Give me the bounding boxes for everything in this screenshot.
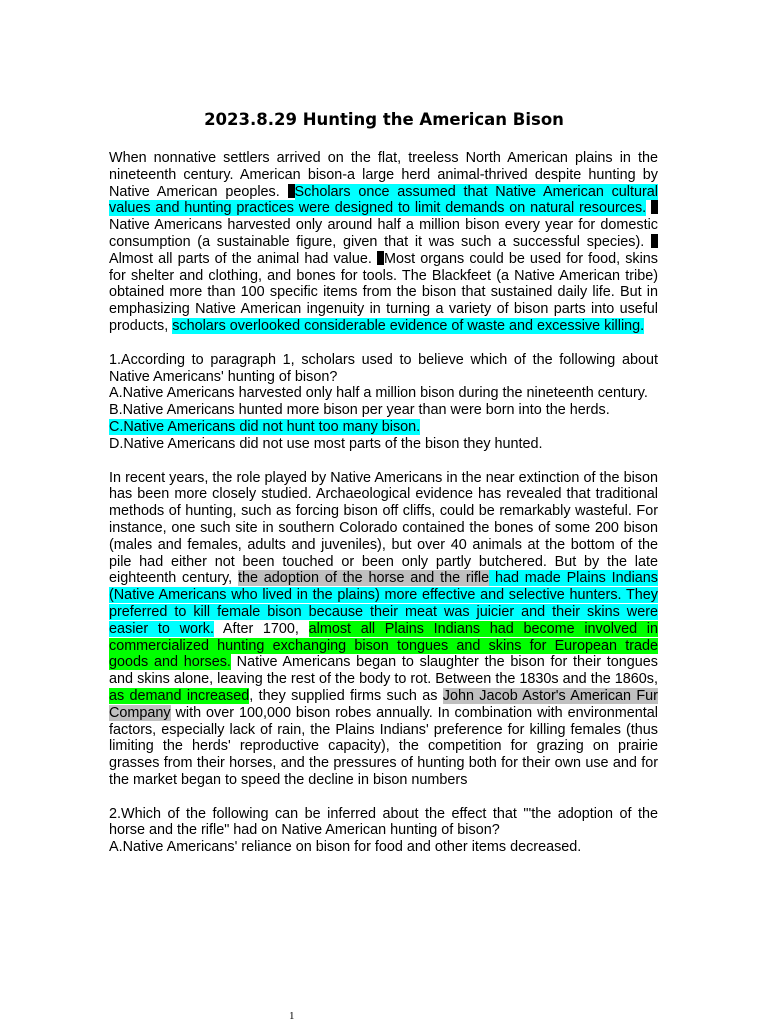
question-1-stem: 1.According to paragraph 1, scholars used to believe which of the following about Native Americans' hunting of bison? xyxy=(109,351,658,385)
paragraph-1: When nonnative settlers arrived on the flat, treeless North American plains in the nineteenth century. American bison-a large herd animal-thrived despite hunting by Native American peoples. Scholars once assumed that Native American cultural values and hunting practices were designed to limit demands on natural resources. Native Americans harvested only around half a million bison every year for domestic consumption (a sustainable figure, given that it was such a successful species). Almost all parts of the animal had value. Most organs could be used for food, skins for shelter and clothing, and bones for tools. The Blackfeet (a Native American tribe) obtained more than 100 specific items from the bison that sustained daily life. But in emphasizing Native American ingenuity in turning a variety of bison parts into useful products, scholars overlooked considerable evidence of waste and excessive killing. xyxy=(109,150,659,334)
question-1-option-a: A.Native Americans harvested only half a million bison during the nineteenth century. xyxy=(109,385,648,402)
question-2-option-a: A.Native Americans' reliance on bison for food and other items decreased. xyxy=(109,839,582,856)
question-2-stem: 2.Which of the following can be inferred about the effect that "'the adoption of the horse and the rifle" had on Native American hunting of bison? xyxy=(109,805,658,839)
sentence-marker xyxy=(651,200,658,214)
highlight-cyan: C.Native Americans did not hunt too many bison. xyxy=(109,418,421,435)
highlight-gray: John Jacob Astor's American Fur Company xyxy=(109,687,658,721)
sentence-marker xyxy=(377,251,384,265)
highlight-cyan: scholars overlooked considerable evidence of waste and excessive killing. xyxy=(172,317,645,334)
highlight-cyan: had made Plains Indians (Native Americans who lived in the plains) more effective and selective hunters. They preferred to kill female bison because their meat was juicier and their skins were easier to work. xyxy=(109,570,658,637)
question-1-option-c xyxy=(109,419,658,436)
highlight-gray: the adoption of the horse and the rifle xyxy=(237,570,490,587)
highlight-green: almost all Plains Indians had become involved in commercialized hunting exchanging bison tongues and skins for European trade goods and horses. xyxy=(109,620,659,671)
sentence-marker xyxy=(288,184,295,198)
paragraph-2: In recent years, the role played by Native Americans in the near extinction of the bison has been more closely studied. Archaeological evidence has revealed that traditional methods of hunting, such as forcing bison off cliffs, could be remarkably wasteful. For instance, one such site in southern Colorado contained the bones of some 200 bison (males and females, adults and juveniles), but over 40 animals at the bottom of the pile had either not been touched or been only partly butchered. But by the late eighteenth century, the adoption of the horse and the rifle had made Plains Indians (Native Americans who lived in the plains) more effective and selective hunters. They preferred to kill female bison because their meat was juicier and their skins were easier to work. After 1700, almost all Plains Indians had become involved in commercialized hunting exchanging bison tongues and skins for European trade goods and horses. Native Americans began to slaughter the bison for their tongues and skins alone, leaving the rest of the body to rot. Between the 1830s and the 1860s, as demand increased, they supplied firms such as John Jacob Astor's American Fur Company with over 100,000 bison robes annually. In combination with environmental factors, especially lack of rain, the Plains Indians' preference for killing females (thus limiting the herds' reproductive capacity), the competition for grazing on prairie grasses from their horses, and the pressures of hunting both for their own use and for the market began to speed the decline in bison numbers xyxy=(109,469,659,788)
highlight-cyan: Scholars once assumed that Native American cultural values and hunting practices were designed to limit demands on natural resources. xyxy=(109,183,658,217)
page-title: 2023.8.29 Hunting the American Bison xyxy=(204,110,564,129)
sentence-marker xyxy=(651,234,658,248)
question-1-option-b: B.Native Americans hunted more bison per year than were born into the herds. xyxy=(109,402,610,419)
question-1-option-d: D.Native Americans did not use most parts of the bison they hunted. xyxy=(109,435,543,452)
content xyxy=(109,150,658,856)
highlight-green: as demand increased xyxy=(109,687,250,704)
page-number: 1 xyxy=(289,1010,295,1022)
